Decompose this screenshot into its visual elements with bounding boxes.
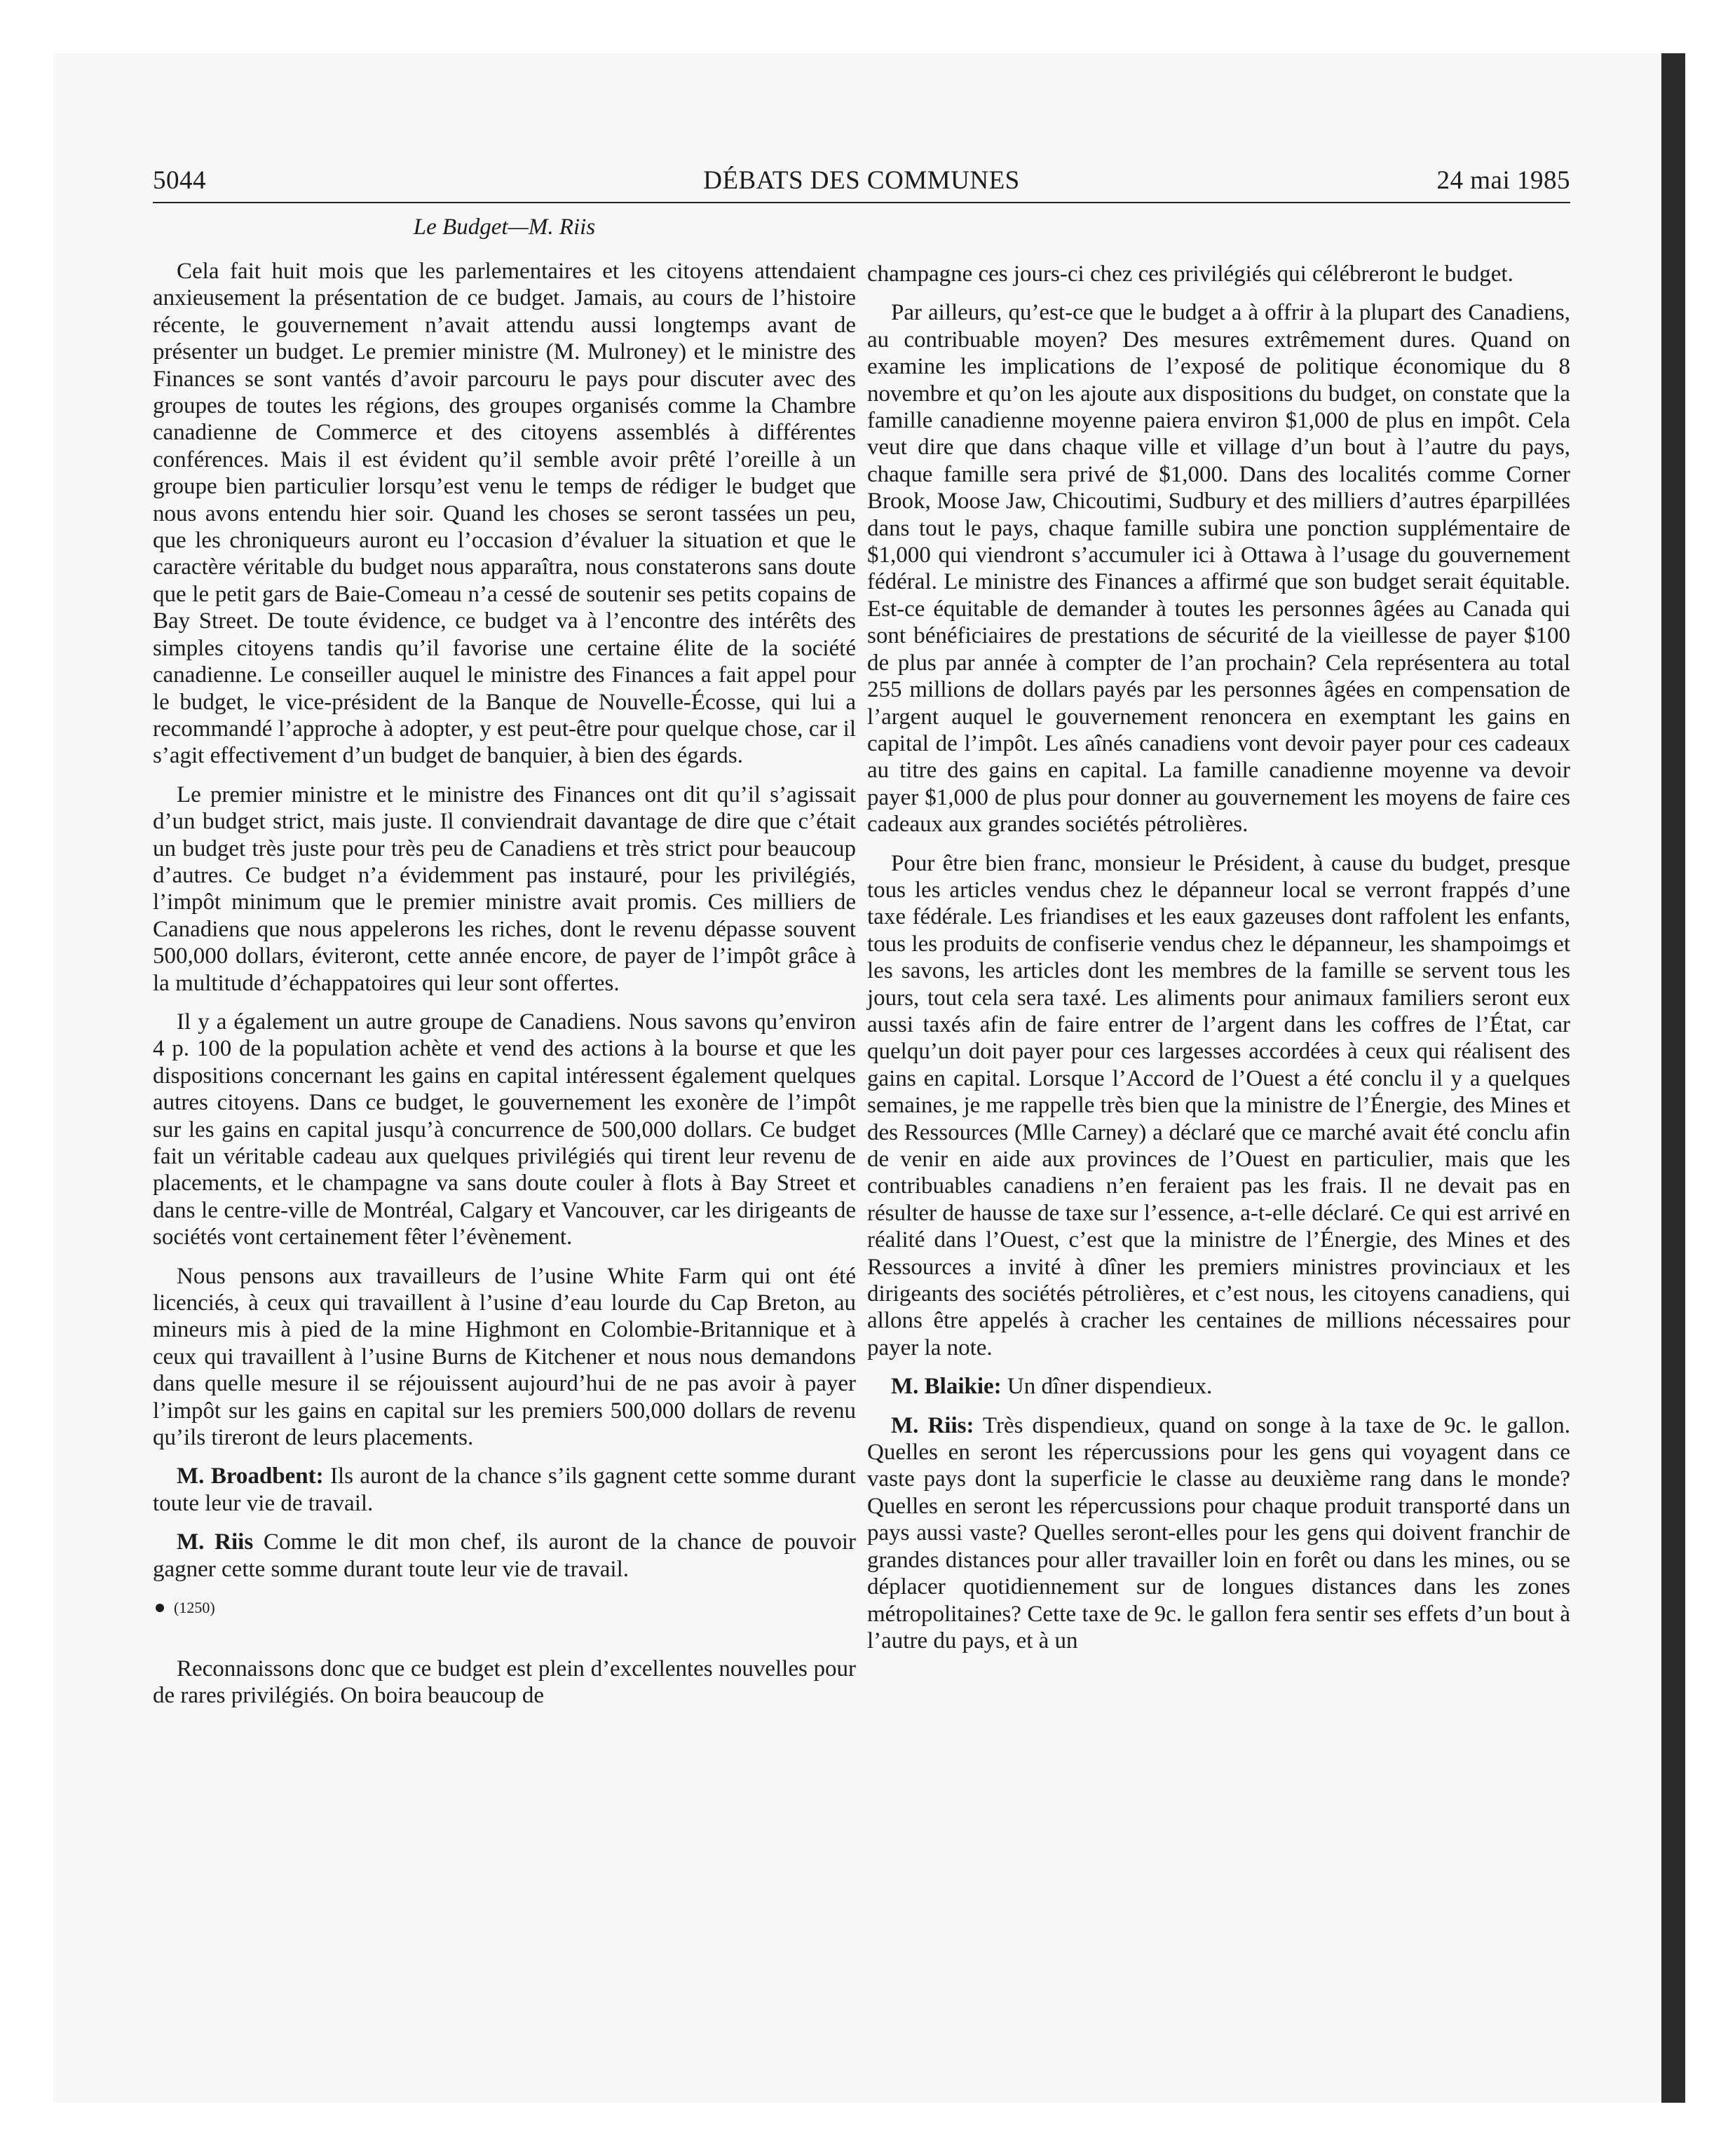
timestamp-marker	[153, 1595, 856, 1621]
paragraph: Cela fait huit mois que les parlementaires et les citoyens attendaient anxieusement la présentation de ce budget. Jamais, au cours de l’histoire récente, le gouvernement n’avait attendu aussi longtemps avant de présenter un budget. Le premier ministre (M. Mulroney) et le ministre des Finances se sont vantés d’avoir parcouru le pays pour discuter avec des groupes de toutes les régions, des groupes organisés comme la Chambre canadienne de Commerce et des citoyens assemblés à différentes conférences. Mais il est évident qu’il semble avoir prêté l’oreille à un groupe bien particulier lorsqu’est venu le temps de rédiger le budget que nous avons entendu hier soir. Quand les choses se seront tassées un peu, que les chroniqueurs auront eu l’occasion d’évaluer la situation et que le caractère véritable du budget nous apparaîtra, nous constaterons sans doute que le petit gars de Baie-Comeau n’a cessé de soutenir ses petits copains de Bay Street. De toute évidence, ce budget va à l’encontre des intérêts des simples citoyens tandis qu’il favorise une certaine élite de la société canadienne. Le conseiller auquel le ministre des Finances a fait appel pour le budget, le vice-président de la Banque de Nouvelle-Écosse, qui lui a recommandé l’approche à adopter, y est peut-être pour quelque chose, car il s’agit effectivement d’un budget de banquier, à bien des égards.	[153, 259, 856, 769]
paragraph: Reconnaissons donc que ce budget est plein d’excellentes nouvelles pour de rares privilégiés. On boira beaucoup de	[153, 1656, 856, 1708]
paragraph: Nous pensons aux travailleurs de l’usine White Farm qui ont été licenciés, à ceux qui travaillent à l’usine d’eau lourde du Cap Breton, au mineurs mis à pied de la mine Highmont en Colombie-Britannique et à ceux qui travaillent à l’usine Burns de Kitchener et nous nous demandons dans quelle mesure il se réjouissent aujourd’hui de ne pas avoir à payer l’impôt sur les gains en capital sur les premiers 500,000 dollars de revenu qu’ils tireront de leurs placements.	[153, 1263, 856, 1451]
speech-text: Un dîner dispendieux.	[1001, 1374, 1213, 1400]
page-header	[153, 165, 1570, 202]
speaker-name: M. Blaikie:	[891, 1374, 1002, 1400]
speech-broadbent	[153, 1463, 856, 1517]
publication-title: DÉBATS DES COMMUNES	[703, 166, 1020, 195]
paragraph: Pour être bien franc, monsieur le Président, à cause du budget, presque tous les articles vendus chez le dépanneur local se verront frappés d’une taxe fédérale. Les friandises et les eaux gazeuses dont raffolent les enfants, tous les produits de confiserie vendus chez le dépanneur, les shampoimgs et les savons, les articles dont les membres de la famille se servent tous les jours, tout cela sera taxé. Les aliments pour animaux familiers seront eux aussi taxés afin de faire entrer de l’argent dans les coffres de l’État, car quelqu’un doit payer pour ces largesses accordées à ceux qui réalisent des gains en capital. Lorsque l’Accord de l’Ouest a été conclu il y a quelques semaines, je me rappelle très bien que la ministre de l’Énergie, des Mines et des Ressources (Mlle Carney) a déclaré que ce marché avait été conclu afin de venir en aide aux provinces de l’Ouest en particulier, mais que les contribuables canadiens n’en feraient pas les frais. Il ne devait pas en résulter de hausse de taxe sur l’essence, a-t-elle déclaré. Ce qui est arrivé en réalité dans l’Ouest, c’est que la ministre de l’Énergie, des Mines et des Ressources a invité à dîner les premiers ministres provinciaux et les dirigeants des sociétés pétrolières, et c’est nous, les citoyens canadiens, qui allons être appelés à cracher les centaines de millions nécessaires pour payer la note.	[867, 850, 1570, 1360]
speech-riis	[153, 1529, 856, 1583]
timestamp-text: (1250)	[174, 1599, 215, 1617]
bullet-icon	[156, 1604, 164, 1612]
speech-text: Ils auront de la chance s’ils gagnent cette somme durant toute leur vie de travail.	[153, 1464, 856, 1516]
right-column	[867, 261, 1570, 1666]
scan-edge-bar	[1661, 53, 1685, 2103]
left-column	[153, 258, 856, 1721]
paragraph-continued: champagne ces jours-ci chez ces privilégiés qui célébreront le budget.	[867, 261, 1513, 287]
publication-date: 24 mai 1985	[1436, 166, 1570, 195]
speaker-name: M. Riis:	[891, 1412, 974, 1438]
header-rule	[153, 202, 1570, 203]
paragraph: Le premier ministre et le ministre des Finances ont dit qu’il s’agissait d’un budget strict, mais juste. Il conviendrait davantage de dire que c’était un budget très juste pour très peu de Canadiens et très strict pour beaucoup d’autres. Ce budget n’a évidemment pas instauré, pour les privilégiés, l’impôt minimum que le premier ministre avait promis. Ces milliers de Canadiens que nous appelerons les riches, dont le revenu dépasse souvent 500,000 dollars, éviteront, cette année encore, de payer de l’impôt grâce à la multitude d’échappatoires qui leur sont offertes.	[153, 782, 856, 996]
page-number: 5044	[153, 166, 206, 195]
paragraph: Par ailleurs, qu’est-ce que le budget a à offrir à la plupart des Canadiens, au contribuable moyen? Des mesures extrêmement dures. Quand on examine les implications de l’exposé de politique économique du 8 novembre et qu’on les ajoute aux dispositions du budget, on constate que la famille canadienne moyenne paiera environ $1,000 de plus en impôt. Cela veut dire que dans chaque ville et village d’un bout à l’autre du pays, chaque famille sera privé de $1,000. Dans des localités comme Corner Brook, Moose Jaw, Chicoutimi, Sudbury et des milliers d’autres éparpillées dans tout le pays, chaque famille subira une ponction supplémentaire de $1,000 qui viendront s’accumuler ici à Ottawa à l’usage du gouvernement fédéral. Le ministre des Finances a affirmé que son budget serait équitable. Est-ce équitable de demander à toutes les personnes âgées au Canada qui sont bénéficiaires de prestations de sécurité de la vieillesse de payer $100 de plus par année à compter de l’an prochain? Cela représentera au total 255 millions de dollars payés par les personnes âgées en compensation de l’argent auquel le gouvernement renoncera en exemptant les gains en capital de l’impôt. Les aînés canadiens vont devoir payer pour ces cadeaux au titre des gains en capital. La famille canadienne moyenne va devoir payer $1,000 de plus pour donner au gouvernement les moyens de faire ces cadeaux aux grandes sociétés pétrolières.	[867, 300, 1570, 838]
speech-blaikie	[867, 1373, 1570, 1400]
speaker-name: M. Broadbent:	[177, 1464, 324, 1489]
speech-riis	[867, 1412, 1570, 1655]
speech-text: Très dispendieux, quand on songe à la taxe de 9c. le gallon. Quelles en seront les répercussions pour les gens qui voyagent dans ce vaste pays dont la superficie le classe au deuxième rang dans le monde? Quelles en seront les répercussions pour chaque produit transporté dans un pays aussi vaste? Quelles seront-elles pour les gens qui doivent franchir de grandes distances pour aller travailler loin en forêt ou dans les mines, ou se déplacer quotidiennement sur de longues distances dans les zones métropolitaines? Cette taxe de 9c. le gallon fera sentir ses effets d’un bout à l’autre du pays, et à un	[867, 1412, 1570, 1653]
speaker-name: M. Riis	[177, 1529, 254, 1555]
speech-text: Comme le dit mon chef, ils auront de la chance de pouvoir gagner cette somme durant toute leur vie de travail.	[153, 1529, 856, 1582]
running-head: Le Budget—M. Riis	[413, 214, 596, 240]
paragraph: Il y a également un autre groupe de Canadiens. Nous savons qu’environ 4 p. 100 de la population achète et vend des actions à la bourse et que les dispositions concernant les gains en capital intéressent également quelques autres citoyens. Dans ce budget, le gouvernement les exonère de l’impôt sur les gains en capital jusqu’à concurrence de 500,000 dollars. Ce budget fait un véritable cadeau aux quelques privilégiés qui tirent leur revenu de placements, et le champagne va sans doute couler à flots à Bay Street et dans le centre-ville de Montréal, Calgary et Vancouver, car les dirigeants de sociétés vont certainement fêter l’évènement.	[153, 1009, 856, 1250]
